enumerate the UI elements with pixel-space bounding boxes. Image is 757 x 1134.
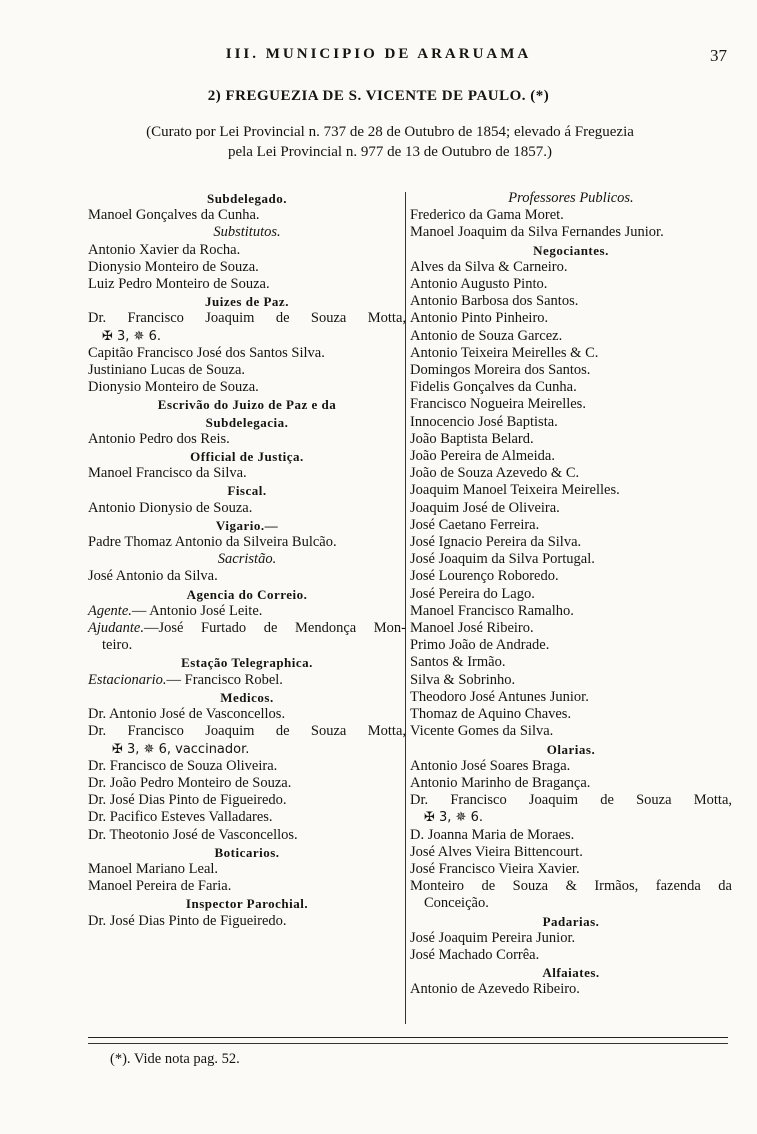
role-label: Agente.	[88, 602, 132, 619]
list-item: Theodoro José Antunes Junior.	[410, 688, 589, 705]
list-item: José Pereira do Lago.	[410, 585, 535, 602]
section-heading-escrivao-cont: Subdelegacia.	[205, 414, 289, 430]
footer-rule	[88, 1043, 728, 1044]
section-heading-correio: Agencia do Correio.	[186, 586, 308, 602]
list-item: Antonio Pedro dos Reis.	[88, 430, 230, 447]
list-item: Antonio Dionysio de Souza.	[88, 499, 253, 516]
list-item: Dr. Antonio José de Vasconcellos.	[88, 706, 286, 723]
section-heading-boticarios: Boticarios.	[214, 844, 280, 860]
list-item	[88, 672, 406, 689]
list-item: Dr. José Dias Pinto de Figueiredo.	[88, 792, 287, 809]
left-column	[88, 190, 406, 930]
list-item: Antonio de Azevedo Ribeiro.	[410, 981, 580, 998]
list-item-continuation	[410, 809, 732, 826]
right-column	[410, 190, 732, 999]
list-item: Antonio Marinho de Bragança.	[410, 774, 591, 791]
list-item: José Caetano Ferreira.	[410, 516, 540, 533]
list-item: José Joaquim Pereira Junior.	[410, 929, 576, 946]
list-item: Dr. Theotonio José de Vasconcellos.	[88, 826, 298, 843]
list-item: Manoel José Ribeiro.	[410, 620, 534, 637]
list-item: D. Joanna Maria de Moraes.	[410, 826, 575, 843]
list-item: Manoel Joaquim da Silva Fernandes Junior.	[410, 224, 664, 241]
list-item-continuation: teiro.	[102, 637, 133, 654]
section-heading-vigario: Vigario.—	[215, 517, 279, 533]
section-heading-escrivao: Escrivão do Juizo de Paz e da	[157, 397, 337, 413]
role-name: — Antonio José Leite.	[131, 602, 263, 619]
list-item-continuation	[88, 741, 406, 758]
section-heading-negociantes: Negociantes.	[533, 242, 609, 258]
role-label: Estacionario.	[88, 671, 167, 688]
list-item: José Alves Vieira Bittencourt.	[410, 843, 583, 860]
list-item	[88, 620, 406, 637]
list-item: Domingos Moreira dos Santos.	[410, 362, 591, 379]
role-name: — Francisco Robel.	[166, 671, 283, 688]
list-item: Luiz Pedro Monteiro de Souza.	[88, 276, 270, 293]
list-item: João Baptista Belard.	[410, 430, 534, 447]
list-item: Joaquim José de Oliveira.	[410, 499, 560, 516]
list-item: Primo João de Andrade.	[410, 637, 550, 654]
section-heading-inspector: Inspector Parochial.	[185, 896, 309, 912]
list-item: Antonio Barbosa dos Santos.	[410, 293, 579, 310]
list-item: Monteiro de Souza & Irmãos, fazenda da	[410, 878, 732, 895]
decoration-marks: ✠ 3, ✵ 6, vaccinador.	[112, 741, 250, 757]
section-heading-sacristao: Sacristão.	[217, 551, 277, 568]
list-item: João Pereira de Almeida.	[410, 448, 555, 465]
list-item: Frederico da Gama Moret.	[410, 207, 564, 224]
list-item: Antonio Pinto Pinheiro.	[410, 310, 549, 327]
list-item: Manoel Mariano Leal.	[88, 860, 219, 877]
page-number: 37	[710, 46, 727, 65]
parish-title: 2) FREGUEZIA DE S. VICENTE DE PAULO. (*)	[207, 88, 550, 104]
decoration-marks: ✠ 3, ✵ 6.	[102, 328, 161, 344]
section-heading-medicos: Medicos.	[220, 689, 274, 705]
section-heading-substitutos: Substitutos.	[213, 224, 281, 241]
list-item: Alves da Silva & Carneiro.	[410, 258, 568, 275]
footnote: (*). Vide nota pag. 52.	[110, 1051, 240, 1067]
list-item: José Joaquim da Silva Portugal.	[410, 551, 595, 568]
list-item: José Antonio da Silva.	[88, 568, 218, 585]
list-item: Dr. Francisco de Souza Oliveira.	[88, 757, 278, 774]
role-name: —José Furtado de Mendonça Mon-	[143, 620, 406, 637]
list-item: Dionysio Monteiro de Souza.	[88, 258, 259, 275]
section-heading-juizes: Juizes de Paz.	[205, 294, 289, 310]
list-item: Joaquim Manoel Teixeira Meirelles.	[410, 482, 620, 499]
list-item: Dr. João Pedro Monteiro de Souza.	[88, 774, 292, 791]
list-item: João de Souza Azevedo & C.	[410, 465, 580, 482]
list-item: Manoel Pereira de Faria.	[88, 878, 232, 895]
list-item: Dr. Francisco Joaquim de Souza Motta,	[410, 792, 732, 809]
parish-note	[60, 122, 720, 162]
list-item	[88, 603, 406, 620]
section-heading-official: Official de Justiça.	[190, 449, 304, 465]
list-item: José Ignacio Pereira da Silva.	[410, 534, 582, 551]
list-item: Antonio José Soares Braga.	[410, 757, 571, 774]
list-item-continuation: Conceição.	[424, 895, 489, 912]
list-item: Antonio Xavier da Rocha.	[88, 241, 241, 258]
parish-note-line: (Curato por Lei Provincial n. 737 de 28 de Outubro de 1854; elevado á Freguezia	[146, 124, 634, 140]
list-item: José Machado Corrêa.	[410, 946, 540, 963]
list-item: Santos & Irmão.	[410, 654, 506, 671]
parish-note-line: pela Lei Provincial n. 977 de 13 de Outubro de 1857.)	[227, 144, 553, 160]
section-heading-professores: Professores Publicos.	[508, 190, 634, 206]
list-item: Silva & Sobrinho.	[410, 671, 516, 688]
list-item: José Lourenço Roboredo.	[410, 568, 559, 585]
list-item: Vicente Gomes da Silva.	[410, 723, 554, 740]
list-item: Antonio de Souza Garcez.	[410, 327, 563, 344]
list-item: Dr. Francisco Joaquim de Souza Motta,	[88, 310, 406, 327]
running-title: III. MUNICIPIO DE ARARUAMA	[225, 46, 532, 62]
section-heading-alfaiates: Alfaiates.	[542, 965, 600, 981]
role-label: Ajudante.	[88, 620, 144, 637]
list-item: Justiniano Lucas de Souza.	[88, 362, 246, 379]
list-item: Antonio Teixeira Meirelles & C.	[410, 344, 599, 361]
list-item-continuation	[88, 328, 406, 345]
section-heading-telegraphica: Estação Telegraphica.	[181, 655, 313, 671]
section-heading-olarias: Olarias.	[546, 741, 596, 757]
list-item: Padre Thomaz Antonio da Silveira Bulcão.	[88, 534, 337, 551]
list-item: José Francisco Vieira Xavier.	[410, 860, 580, 877]
list-item: Dionysio Monteiro de Souza.	[88, 379, 259, 396]
list-item: Manoel Gonçalves da Cunha.	[88, 207, 260, 224]
list-item: Dr. José Dias Pinto de Figueiredo.	[88, 912, 287, 929]
list-item: Capitão Francisco José dos Santos Silva.	[88, 344, 325, 361]
list-item: Manoel Francisco da Silva.	[88, 465, 247, 482]
section-heading-subdelegado: Subdelegado.	[206, 191, 288, 206]
list-item: Antonio Augusto Pinto.	[410, 276, 548, 293]
list-item: Fidelis Gonçalves da Cunha.	[410, 379, 577, 396]
list-item: Manoel Francisco Ramalho.	[410, 602, 574, 619]
section-heading-padarias: Padarias.	[542, 913, 600, 929]
footer-rule	[88, 1037, 728, 1038]
list-item: Dr. Pacifico Esteves Valladares.	[88, 809, 273, 826]
section-heading-fiscal: Fiscal.	[227, 483, 267, 499]
list-item: Francisco Nogueira Meirelles.	[410, 396, 586, 413]
list-item: Innocencio José Baptista.	[410, 413, 558, 430]
list-item: Dr. Francisco Joaquim de Souza Motta,	[88, 723, 406, 740]
list-item: Thomaz de Aquino Chaves.	[410, 706, 572, 723]
decoration-marks: ✠ 3, ✵ 6.	[424, 810, 483, 826]
